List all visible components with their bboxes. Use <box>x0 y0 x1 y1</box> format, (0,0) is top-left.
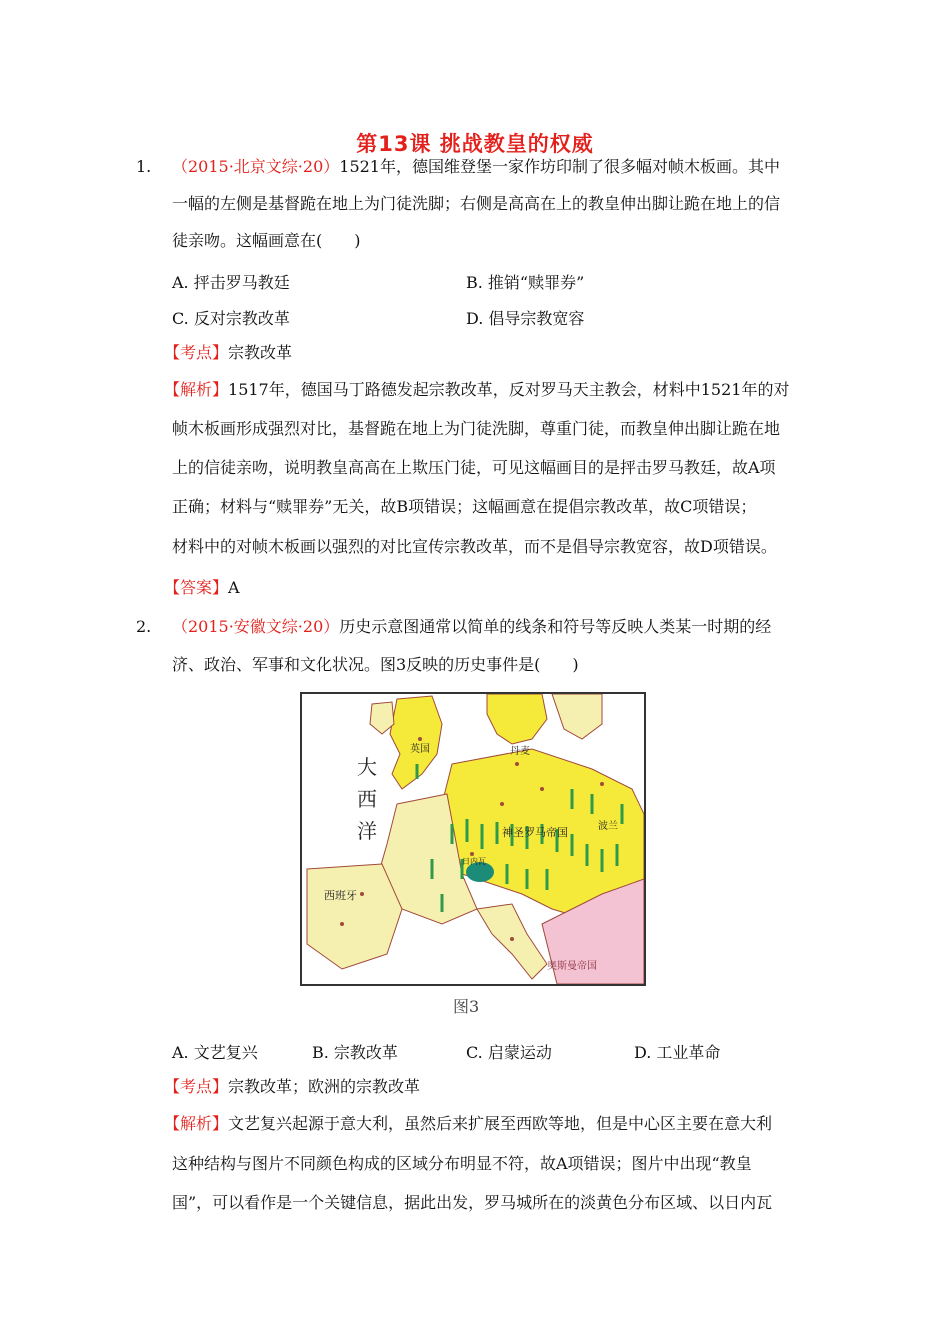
map-label-ocean-2: 西 <box>357 787 377 811</box>
jiexi-text-1: 文艺复兴起源于意大利，虽然后来扩展至西欧等地，但是中心区主要在意大利 <box>228 1114 773 1133</box>
jiexi-text-1: 1517年，德国马丁路德发起宗教改革，反对罗马天主教会，材料中1521年的对 <box>228 380 790 399</box>
question-2-option-b: B. 宗教改革 <box>312 1043 398 1062</box>
kaodian-tag: 【考点】 <box>164 1077 229 1096</box>
question-1-jiexi-line-2: 帧木板画形成强烈对比，基督跪在地上为门徒洗脚，尊重门徒，而教皇伸出脚让跪在地 <box>172 419 781 438</box>
question-1-text-1: 1521年，德国维登堡一家作坊印制了很多幅对帧木板画。其中 <box>339 157 780 176</box>
question-1-line-1 <box>172 157 780 177</box>
map-label-england: 英国 <box>410 744 430 755</box>
question-2-source: （2015·安徽文综·20） <box>172 617 340 636</box>
jiexi-tag: 【解析】 <box>164 380 229 399</box>
map-label-denmark: 丹麦 <box>510 746 530 757</box>
kaodian-tag: 【考点】 <box>164 343 229 362</box>
map-graphic <box>302 694 644 984</box>
question-2-line-2: 济、政治、军事和文化状况。图3反映的历史事件是( ) <box>172 655 579 674</box>
question-2-jiexi-line-1 <box>164 1114 772 1134</box>
question-2-option-c: C. 启蒙运动 <box>466 1043 552 1062</box>
question-1-answer <box>164 578 240 598</box>
question-1-jiexi-line-3: 上的信徒亲吻，说明教皇高高在上欺压门徒，可见这幅画目的是抨击罗马教廷，故A项 <box>172 458 776 477</box>
kaodian-text: 宗教改革 <box>228 343 293 362</box>
map-label-poland: 波兰 <box>598 821 618 832</box>
question-1-line-3: 徒亲吻。这幅画意在( ) <box>172 231 361 250</box>
map-label-hre: 神圣罗马帝国 <box>502 826 568 839</box>
question-1-jiexi-line-4: 正确；材料与“赎罪券”无关，故B项错误；这幅画意在提倡宗教改革，故C项错误； <box>172 497 757 516</box>
question-2-jiexi-line-3: 国”，可以看作是一个关键信息，据此出发，罗马城所在的淡黄色分布区域、以日内瓦 <box>172 1193 773 1212</box>
question-1-option-b: B. 推销“赎罪券” <box>466 273 585 292</box>
question-2-option-a: A. 文艺复兴 <box>172 1043 258 1062</box>
question-1-jiexi-line-1 <box>164 380 789 400</box>
map-label-ottoman: 奥斯曼帝国 <box>547 961 597 972</box>
question-1-number: 1. <box>136 157 152 176</box>
question-1-line-2: 一幅的左侧是基督跪在地上为门徒洗脚；右侧是高高在上的教皇伸出脚让跪在地上的信 <box>172 194 781 213</box>
question-1-option-d: D. 倡导宗教宽容 <box>466 309 585 328</box>
map-label-geneva: 日内瓦 <box>462 857 486 866</box>
question-2-jiexi-line-2: 这种结构与图片不同颜色构成的区域分布明显不符，故A项错误；图片中出现“教皇 <box>172 1154 752 1173</box>
figure-caption: 图3 <box>453 997 480 1016</box>
question-2-line-1 <box>172 617 771 637</box>
question-1-kaodian <box>164 343 292 363</box>
question-1-source: （2015·北京文综·20） <box>172 157 340 176</box>
answer-tag: 【答案】 <box>164 578 229 597</box>
question-1-option-a: A. 抨击罗马教廷 <box>172 273 290 292</box>
answer-text: A <box>228 578 240 597</box>
page-title: 第13课 挑战教皇的权威 <box>356 132 594 156</box>
question-2-option-d: D. 工业革命 <box>634 1043 721 1062</box>
question-2-number: 2. <box>136 617 152 636</box>
question-2-kaodian <box>164 1077 420 1097</box>
question-1-jiexi-line-5: 材料中的对帧木板画以强烈的对比宣传宗教改革，而不是倡导宗教宽容，故D项错误。 <box>172 537 777 556</box>
kaodian-text: 宗教改革；欧洲的宗教改革 <box>228 1077 421 1096</box>
map-label-ocean-3: 洋 <box>357 819 377 843</box>
map-label-ocean-1: 大 <box>357 755 377 779</box>
jiexi-tag: 【解析】 <box>164 1114 229 1133</box>
question-2-text-1: 历史示意图通常以简单的线条和符号等反映人类某一时期的经 <box>339 617 772 636</box>
reformation-map <box>300 692 646 986</box>
map-label-spain: 西班牙 <box>324 889 357 902</box>
question-1-option-c: C. 反对宗教改革 <box>172 309 290 328</box>
